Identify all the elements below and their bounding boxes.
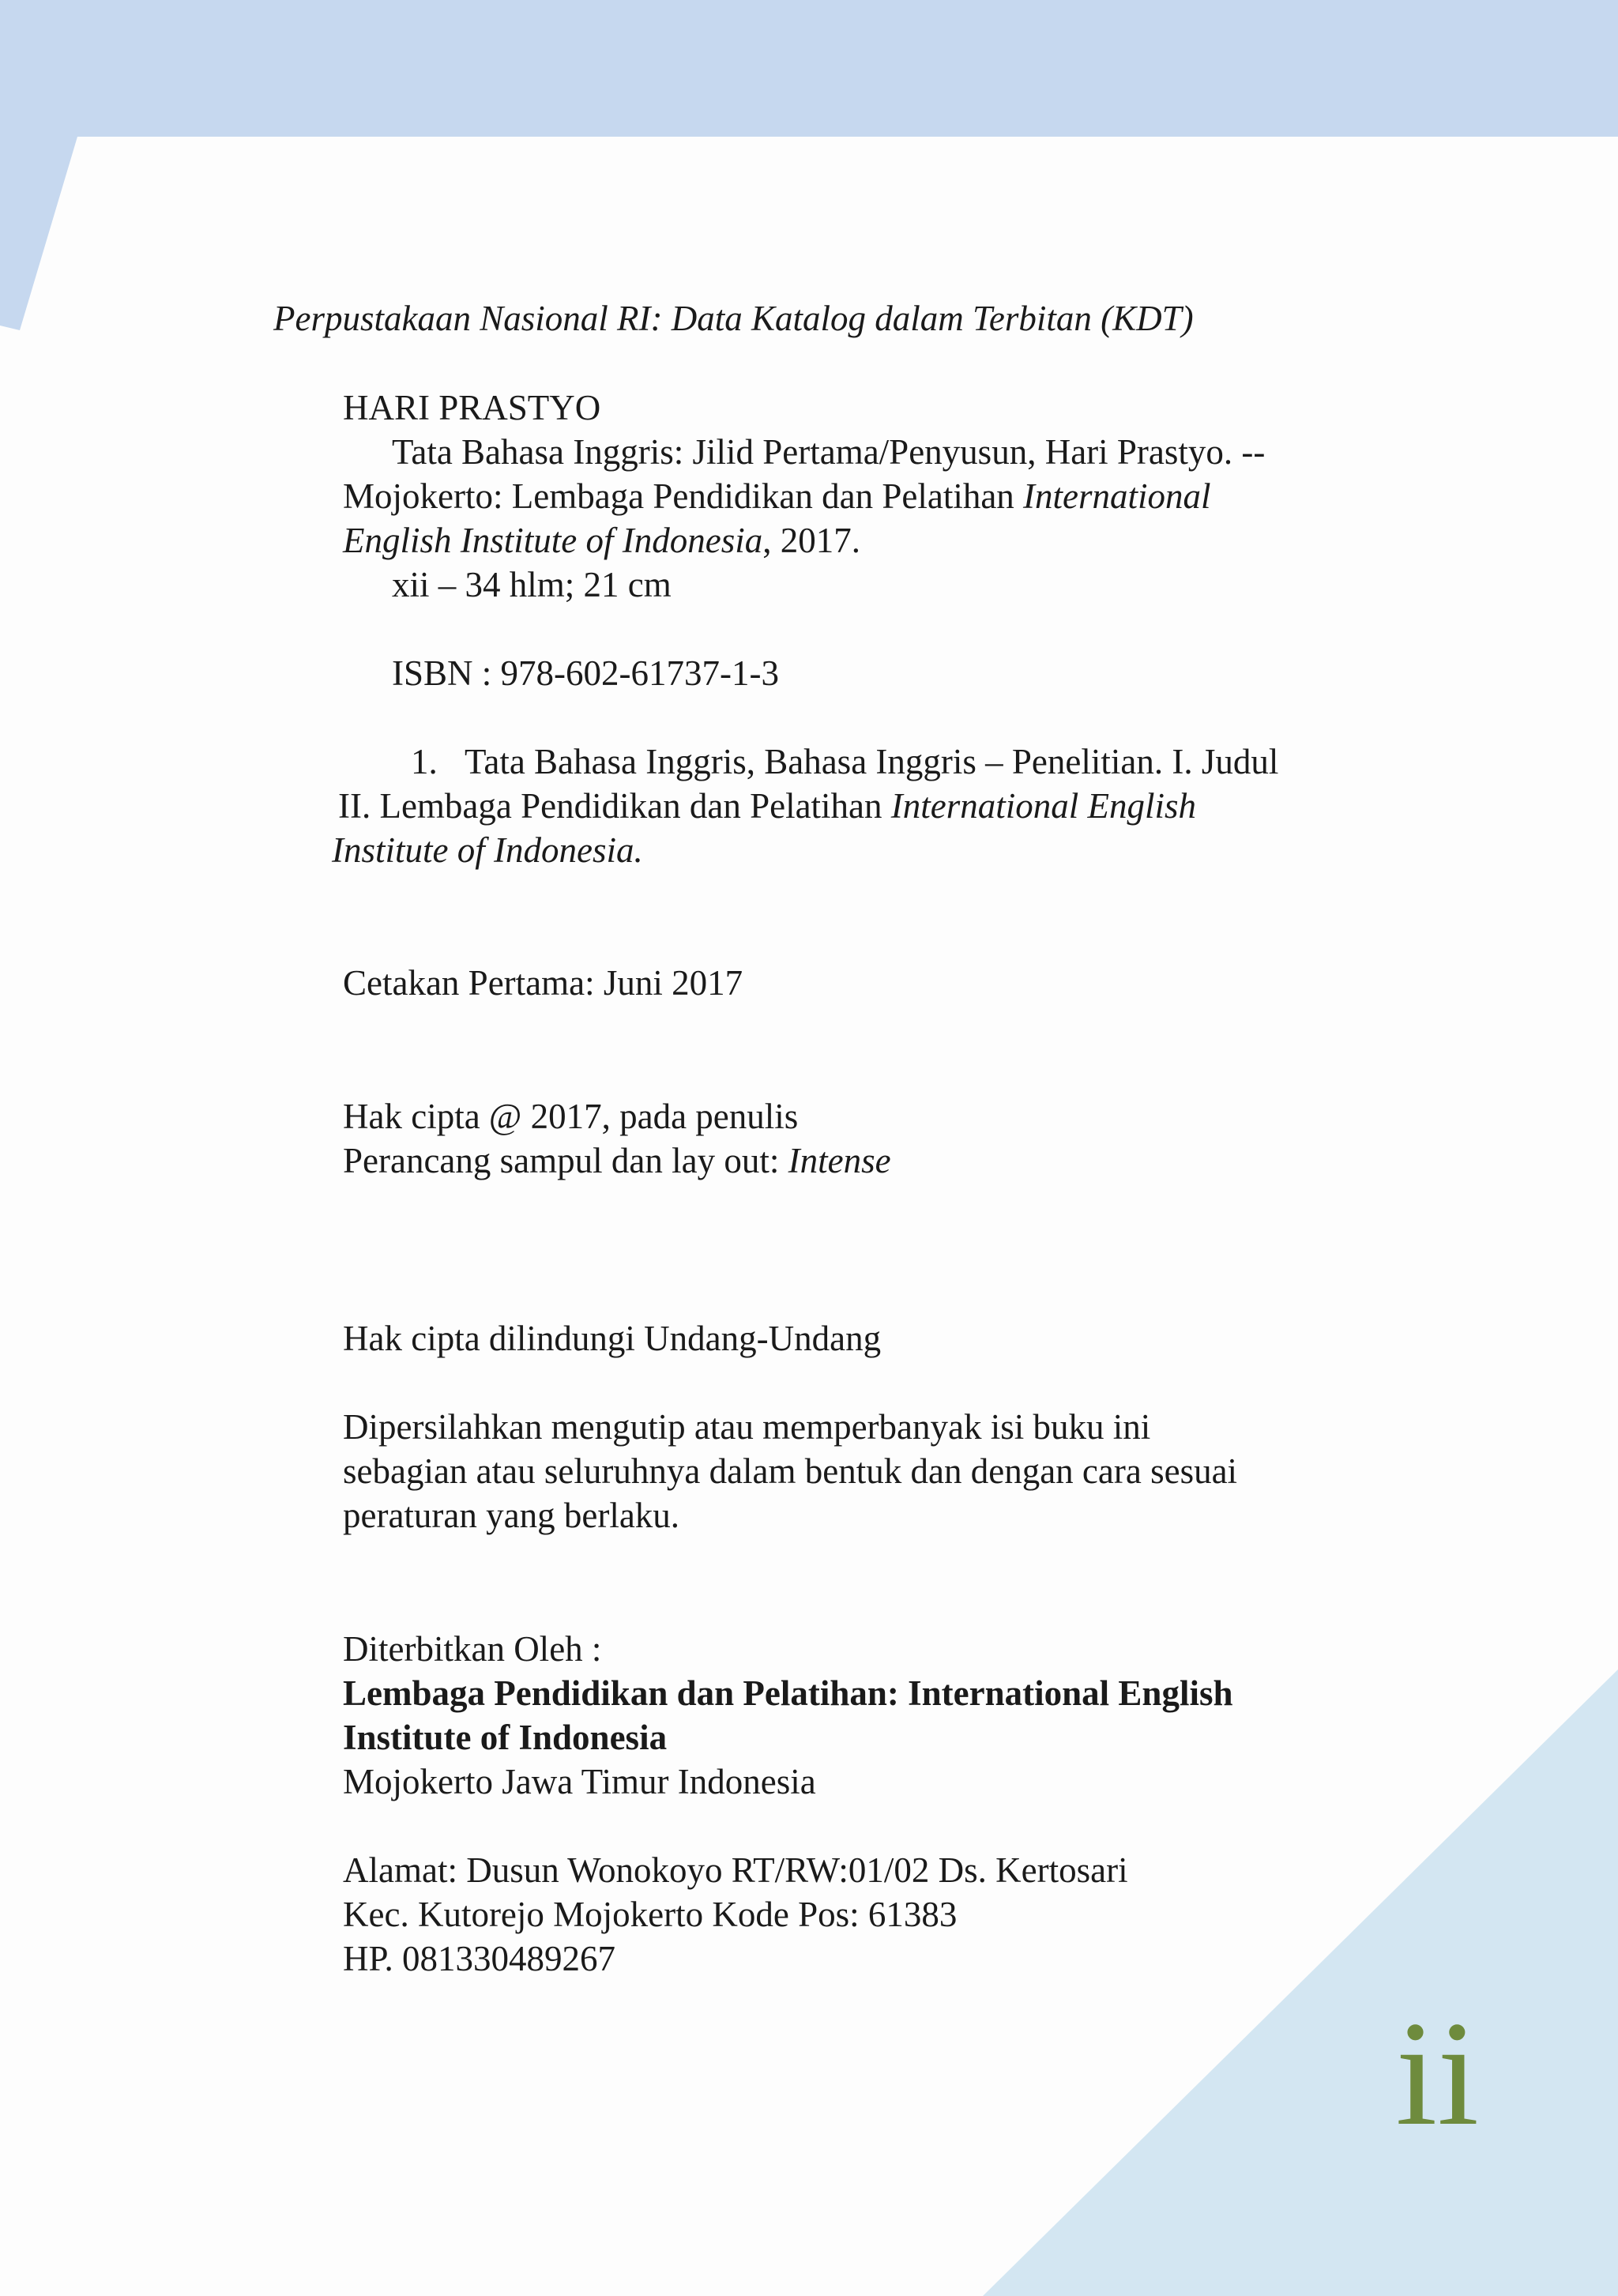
publisher-label: Diterbitkan Oleh : — [343, 1629, 602, 1669]
subject-line-2-italic: International English — [890, 786, 1197, 826]
publisher-name-line-2: Institute of Indonesia — [343, 1718, 668, 1757]
kdt-heading: Perpustakaan Nasional RI: Data Katalog dalam Terbitan (KDT) — [273, 299, 1194, 338]
permission-line-3: peraturan yang berlaku. — [343, 1496, 680, 1535]
print-edition: Cetakan Pertama: Juni 2017 — [343, 963, 743, 1003]
catalog-isbn: ISBN : 978-602-61737-1-3 — [392, 653, 779, 693]
address-line-3: HP. 081330489267 — [343, 1939, 616, 1978]
designer-label: Perancang sampul dan lay out: — [343, 1141, 788, 1180]
catalog-publisher-line-1 — [343, 474, 1211, 518]
address-line-1: Alamat: Dusun Wonokoyo RT/RW:01/02 Ds. Kertosari — [343, 1850, 1128, 1890]
catalog-author: HARI PRASTYO — [343, 388, 601, 427]
copyright-line: Hak cipta @ 2017, pada penulis — [343, 1097, 799, 1136]
corner-triangle-shape — [983, 1669, 1618, 2296]
catalog-publisher-plain: Mojokerto: Lembaga Pendidikan dan Pelatihan — [343, 476, 1024, 516]
page-number: ii — [1395, 1991, 1479, 2157]
publisher-location: Mojokerto Jawa Timur Indonesia — [343, 1762, 816, 1801]
subject-line-2 — [338, 784, 1196, 828]
subject-line-3: Institute of Indonesia. — [332, 830, 643, 870]
address-line-2: Kec. Kutorejo Mojokerto Kode Pos: 61383 — [343, 1895, 958, 1934]
catalog-publisher-italic: International — [1023, 476, 1211, 516]
catalog-publisher-line-2 — [343, 518, 860, 563]
legal-protected: Hak cipta dilindungi Undang-Undang — [343, 1319, 882, 1358]
catalog-publisher-italic-2: English Institute of Indonesia — [343, 521, 763, 560]
designer-name: Intense — [788, 1141, 891, 1180]
permission-line-2: sebagian atau seluruhnya dalam bentuk dan dengan cara sesuai — [343, 1451, 1238, 1491]
publisher-name-line-1: Lembaga Pendidikan dan Pelatihan: International English — [343, 1673, 1233, 1713]
top-band-shape — [0, 0, 1618, 330]
subject-line-2-plain: II. Lembaga Pendidikan dan Pelatihan — [338, 786, 891, 826]
designer-line — [343, 1139, 891, 1183]
catalog-title-line: Tata Bahasa Inggris: Jilid Pertama/Penyusun, Hari Prastyo. -- — [392, 432, 1266, 472]
catalog-extent: xii – 34 hlm; 21 cm — [392, 565, 672, 604]
subject-number: 1. — [411, 742, 438, 781]
permission-line-1: Dipersilahkan mengutip atau memperbanyak isi buku ini — [343, 1407, 1151, 1447]
subject-line-1: Tata Bahasa Inggris, Bahasa Inggris – Penelitian. I. Judul — [465, 742, 1279, 781]
catalog-publisher-year: , 2017. — [762, 521, 860, 560]
